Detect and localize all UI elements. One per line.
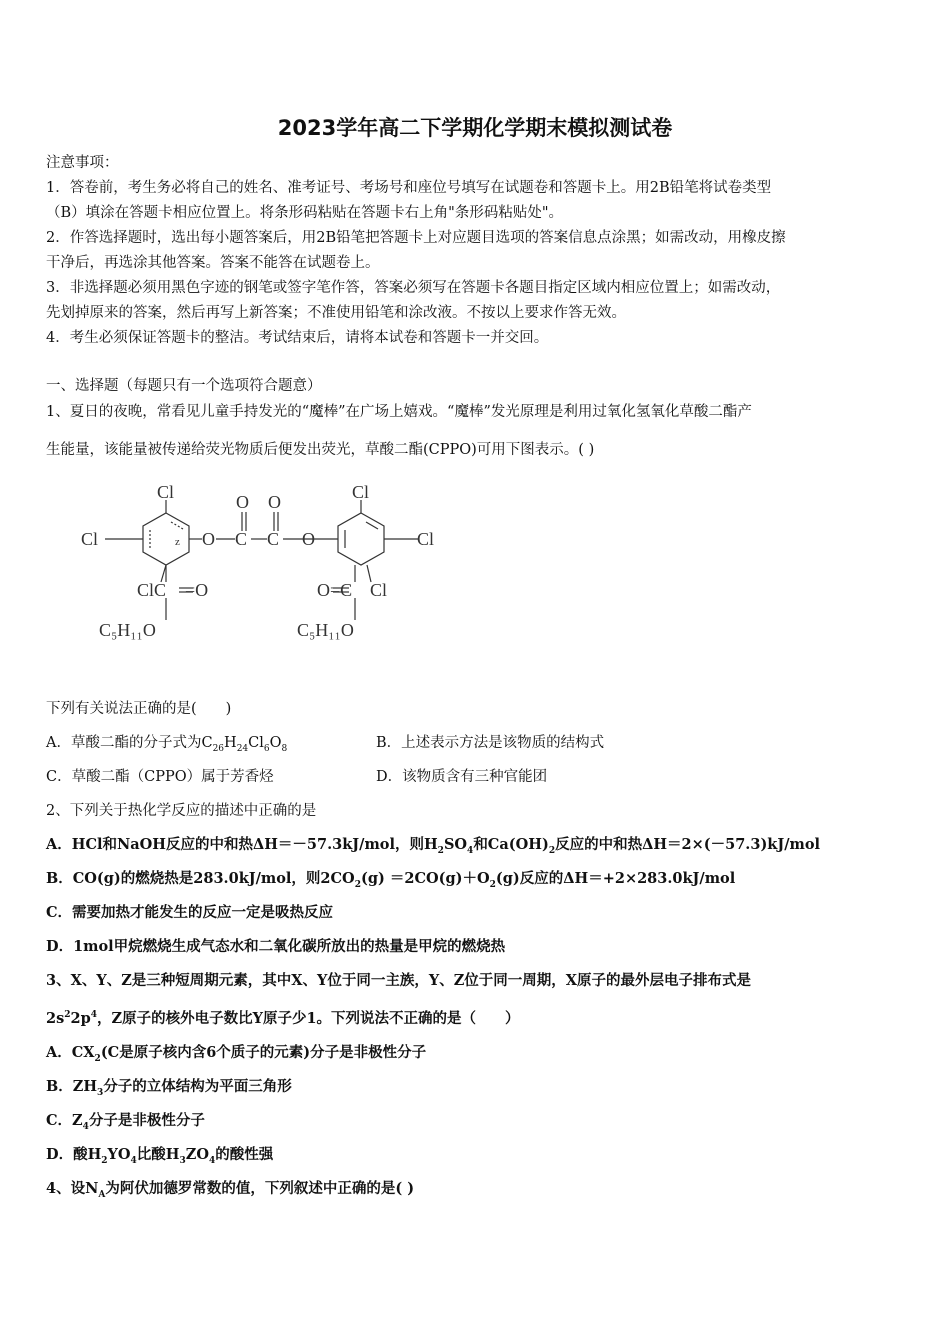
question-2-stem: 2、下列关于热化学反应的描述中正确的是 bbox=[46, 803, 317, 819]
option-c: C．需要加热才能发生的反应一定是吸热反应 bbox=[46, 904, 334, 921]
notice-line: 4．考生必须保证答题卡的整洁。考试结束后，请将本试卷和答题卡一并交回。 bbox=[46, 330, 549, 346]
cppo-structure-diagram bbox=[75, 478, 455, 648]
question-3-stem-cont: $2s^22p^4$，Z原子的核外电子数比Y原子少1。下列说法不正确的是（ ） bbox=[46, 1010, 520, 1027]
option-b: B．CO(g)的燃烧热是283.0kJ/mol，则$2CO_2(g) =2CO(g)+O_2(g)$反应的ΔH＝+2×283.0kJ/mol bbox=[46, 870, 736, 890]
question-1-stem-cont: 生能量，该能量被传递给荧光物质后便发出荧光，草酸二酯(CPPO)可用下图表示。( ) bbox=[46, 442, 595, 458]
carbon-label: C bbox=[267, 529, 280, 549]
notice-line: 2．作答选择题时，选出每小题答案后，用2B铅笔把答题卡上对应题目选项的答案信息点涂黑；如需改动，用橡皮擦 bbox=[46, 230, 786, 246]
option-c: C．草酸二酯（CPPO）属于芳香烃 bbox=[46, 769, 274, 785]
page-title: 2023学年高二下学期化学期末模拟测试卷 bbox=[277, 116, 673, 140]
ester-carbon-label: ClC bbox=[137, 580, 167, 600]
chlorine-label: Cl bbox=[157, 482, 175, 502]
pentyloxy-label: C₅H₁₁O bbox=[99, 620, 156, 640]
chlorine-label: Cl bbox=[352, 482, 370, 502]
notice-line: 先划掉原来的答案，然后再写上新答案；不准使用铅笔和涂改液。不按以上要求作答无效。 bbox=[46, 305, 626, 321]
ring-mark: z bbox=[175, 536, 180, 548]
carbon-label: C bbox=[235, 529, 248, 549]
oxygen-label: O bbox=[268, 492, 281, 512]
chlorine-label: Cl bbox=[417, 529, 435, 549]
notice-heading: 注意事项： bbox=[46, 155, 119, 171]
option-d: D．1mol甲烷燃烧生成气态水和二氧化碳所放出的热量是甲烷的燃烧热 bbox=[46, 938, 506, 955]
pentyloxy-label: C₅H₁₁O bbox=[297, 620, 354, 640]
option-c: C．$Z_4$分子是非极性分子 bbox=[46, 1112, 205, 1132]
option-a: A．HCl和NaOH反应的中和热ΔH＝－57.3kJ/mol，则$H_2SO_4$和$Ca(OH)_2$反应的中和热ΔH＝2×(－57.3)kJ/mol bbox=[46, 836, 821, 856]
question-4-stem: 4、设$N_A$为阿伏加德罗常数的值，下列叙述中正确的是( ) bbox=[46, 1180, 415, 1200]
option-a: A．草酸二酯的分子式为$C_{26}H_{24}Cl_6O_8$ bbox=[46, 735, 288, 754]
option-d: D．酸$H_2YO_4$比酸$H_3ZO_4$的酸性强 bbox=[46, 1146, 274, 1166]
question-1-prompt: 下列有关说法正确的是( ) bbox=[46, 701, 232, 717]
question-3-stem: 3、X、Y、Z是三种短周期元素，其中X、Y位于同一主族，Y、Z位于同一周期，X原子的最外层电子排布式是 bbox=[46, 972, 752, 989]
notice-line: （B）填涂在答题卡相应位置上。将条形码粘贴在答题卡右上角"条形码粘贴处"。 bbox=[46, 205, 563, 221]
chlorine-label: Cl bbox=[370, 580, 388, 600]
notice-line: 3．非选择题必须用黑色字迹的钢笔或签字笔作答，答案必须写在答题卡各题目指定区域内相应位置上；如需改动， bbox=[46, 280, 781, 296]
oxygen-label: O bbox=[302, 529, 315, 549]
carbonyl-label: O=C bbox=[317, 580, 353, 600]
notice-line: 1．答卷前，考生务必将自己的姓名、准考证号、考场号和座位号填写在试题卷和答题卡上。用2B铅笔将试卷类型 bbox=[46, 180, 772, 196]
oxygen-label: O bbox=[202, 529, 215, 549]
option-b: B．上述表示方法是该物质的结构式 bbox=[376, 735, 605, 751]
question-1-stem: 1、夏日的夜晚，常看见儿童手持发光的“魔棒”在广场上嬉戏。“魔棒”发光原理是利用过氧化氢氧化草酸二酯产 bbox=[46, 404, 752, 420]
option-a: A．$CX_2(C$是原子核内含6个质子的元素)分子是非极性分子 bbox=[46, 1044, 427, 1064]
section-heading: 一、选择题（每题只有一个选项符合题意） bbox=[46, 378, 322, 394]
oxygen-label: O bbox=[236, 492, 249, 512]
option-d: D．该物质含有三种官能团 bbox=[376, 769, 548, 785]
notice-line: 干净后，再选涂其他答案。答案不能答在试题卷上。 bbox=[46, 255, 380, 271]
chlorine-label: Cl bbox=[81, 529, 99, 549]
carbonyl-label: =O bbox=[185, 580, 209, 600]
option-b: B．$ZH_3$分子的立体结构为平面三角形 bbox=[46, 1078, 292, 1098]
